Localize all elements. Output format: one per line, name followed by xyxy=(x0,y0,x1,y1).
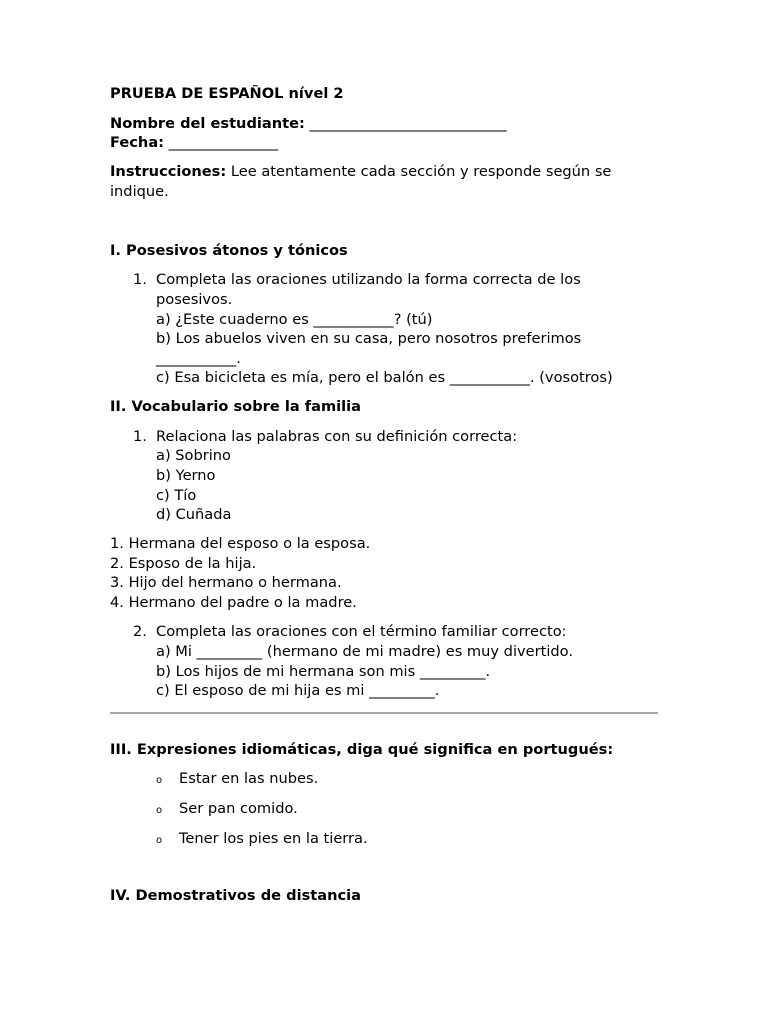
s2-option: d) Cuñada xyxy=(156,506,232,523)
instructions-text: Lee atentamente cada sección y responde según se xyxy=(226,163,612,180)
student-name-label: Nombre del estudiante: xyxy=(110,115,305,132)
s3-item: Tener los pies en la tierra. xyxy=(179,830,368,847)
date-label: Fecha: xyxy=(110,134,164,151)
instructions xyxy=(110,162,611,182)
s2-option: c) Tío xyxy=(156,487,197,504)
bullet-marker: o xyxy=(156,805,163,816)
s2-option: a) Sobrino xyxy=(156,447,231,464)
s2-option: b) Yerno xyxy=(156,467,216,484)
date-line xyxy=(110,133,278,153)
s3-item: Estar en las nubes. xyxy=(179,770,319,787)
section-2-heading: II. Vocabulario sobre la familia xyxy=(110,398,362,415)
bullet-marker: o xyxy=(156,775,163,786)
s1-item-b: b) Los abuelos viven en su casa, pero nosotros preferimos xyxy=(156,330,582,347)
section-3-heading: III. Expresiones idiomáticas, diga qué significa en portugués: xyxy=(110,741,614,758)
date-blank: _______________ xyxy=(168,134,279,151)
s1-item-b-cont: ___________. xyxy=(156,350,241,367)
s2-q2-number: 2. xyxy=(133,623,147,640)
page-title: PRUEBA DE ESPAÑOL nível 2 xyxy=(110,85,344,102)
s1-item-c: c) Esa bicicleta es mía, pero el balón es ___________. (vosotros) xyxy=(156,369,613,386)
s2-q2-item: a) Mi _________ (hermano de mi madre) es muy divertido. xyxy=(156,643,573,660)
s2-q2-item: c) El esposo de mi hija es mi _________. xyxy=(156,682,440,699)
section-1-heading: I. Posesivos átonos y tónicos xyxy=(110,242,348,259)
s2-q2-text: Completa las oraciones con el término familiar correcto: xyxy=(156,623,567,640)
student-name-line xyxy=(110,114,507,134)
s3-item: Ser pan comido. xyxy=(179,800,298,817)
instructions-text-cont: indique. xyxy=(110,183,169,200)
s2-q1-number: 1. xyxy=(133,428,147,445)
student-name-blank: ___________________________ xyxy=(309,115,507,132)
s2-q2-item: b) Los hijos de mi hermana son mis _________. xyxy=(156,663,491,680)
bullet-marker: o xyxy=(156,835,163,846)
s2-definition: 4. Hermano del padre o la madre. xyxy=(110,594,357,611)
instructions-label: Instrucciones: xyxy=(110,163,227,180)
s2-definition: 2. Esposo de la hija. xyxy=(110,555,257,572)
s1-q1-number: 1. xyxy=(133,271,147,288)
s1-item-a: a) ¿Este cuaderno es ___________? (tú) xyxy=(156,311,433,328)
s2-definition: 1. Hermana del esposo o la esposa. xyxy=(110,535,371,552)
section-divider xyxy=(110,712,658,714)
s2-definition: 3. Hijo del hermano o hermana. xyxy=(110,574,342,591)
s1-q1-text-cont: posesivos. xyxy=(156,291,233,308)
s1-q1-text: Completa las oraciones utilizando la forma correcta de los xyxy=(156,271,581,288)
section-4-heading: IV. Demostrativos de distancia xyxy=(110,887,361,904)
s2-q1-text: Relaciona las palabras con su definición correcta: xyxy=(156,428,518,445)
